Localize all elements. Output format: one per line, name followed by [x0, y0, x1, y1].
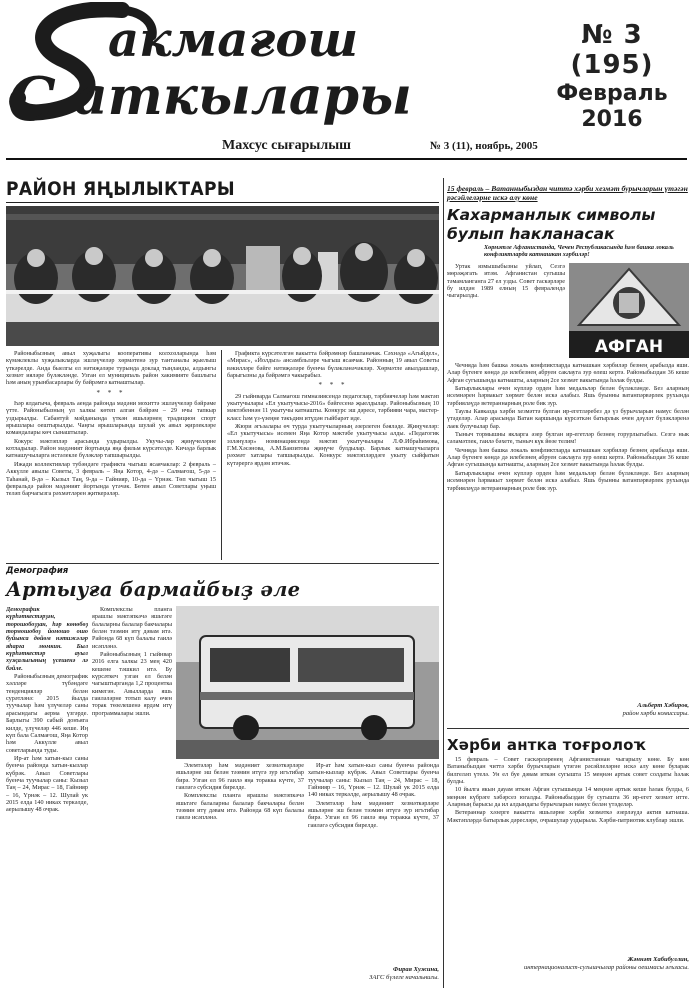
population-paragraph: Элемтәләр һәм мәдәният хезмәткәрләре яшьләрне эш белән тәэмин итүгә зур игътибар бирә. Узган ел 96 гаилә яңа торакка күчте, 37 гаиләгә субсидия бирелде. [176, 762, 304, 792]
army-column [447, 756, 689, 952]
district-column-1 [6, 350, 216, 562]
symbol-headline: Кахарманлык символы булып һакланасак [447, 206, 656, 243]
issue-number: № 3 (195) [570, 20, 654, 80]
symbol-paragraph: Уртак язмышыбызны уйлап, Сезгә мөрәҗәгать итәм. Афганистан сугышы тәмамланганга 27 ел узды. Совет гаскәрләре бу илдән 1989 елның 15 февралендә чыгарылды. [447, 263, 565, 300]
population-top-rule [6, 563, 439, 564]
symbol-paragraph: Чечняда һәм башка локаль конфликтларда катнашкан хәрбиләр безнең арабызда яши. Алар бүгенге көндә дә илебезнең абруен саклауга зур өлеш кертә. Районыбыздан 36 кеше Афган сугышында катнашты, аларның 2се хезмәт вакытында һәлак булды. [447, 446, 689, 469]
army-author: Жәннәт Хабибуллин, [627, 956, 689, 963]
masthead [0, 0, 693, 160]
symbol-author-role: район хәрби комиссары. [622, 710, 689, 717]
army-top-rule [447, 728, 689, 729]
afghan-badge-photo [569, 263, 689, 358]
symbol-column-narrow [447, 263, 565, 359]
title-initial: С [8, 65, 56, 130]
district-paragraph: Районыбызның авыл хуҗалыгы кооперативы колхозларында һәм күмәклеклы хуҗалыкларда эшләүчеләр хөрмәтенә зур тантаналы җыелыш үткәрелде. Анда быелгы ел нәтиҗәләре турында доклад тыңланды, алдынгы хезмәт ияләре бүләкләнде. Узган ел муниципаль район хакимияте башлыгы һәм аның урынбасарлары бу бәйрәмгә катнаштылар. [6, 350, 216, 387]
newspaper-title-art [4, 2, 544, 130]
bus-photo-image [176, 606, 439, 759]
population-column-1 [6, 606, 88, 988]
district-paragraph: Һәр ялдагыча, февраль аенда районда мәдәни мохиттә эшләүчеләр бәйрәме үтте. Районыбызның ул халкы көтеп алган бәйрәм – 29 нчы тапкыр уздырылды. Сабантуй мәйданында үткән яшьләрнең традицион спорт ярышлары оештырылды. Чаңгы ярышларында шулай ук авыл җирлекләре командалары көч сынаштылар. [6, 400, 216, 437]
masthead-rule [6, 158, 687, 160]
afghan-label: АФГАН [594, 337, 664, 357]
bus-photo [176, 606, 439, 759]
symbol-paragraph: Батырлыклары өчен күпләр орден һәм медальләр белән бүләкләнде. Без аларның исемнәрен һәрвакыт хөрмәт белән искә алабыз. Яшь буынны ватанпәрвәрлек рухында тәрбияләүдә ветераннарның роле бик зур. [447, 385, 689, 407]
symbol-column-main [447, 362, 689, 700]
issue-year: 2016 [581, 107, 643, 132]
meeting-photo [6, 206, 439, 346]
population-column-3 [176, 762, 304, 988]
population-paragraph: Комплекслы планга ярашлы мәктәпкәчә яшьтәге балаларны балалар бакчалары белән тәэмин итү дәвам итә. Районда 68 күп балалы гаилә исәпләнә. [176, 792, 304, 822]
population-author: Фирая Хужина, [393, 966, 439, 973]
symbol-paragraph: Батырлыклары өчен күпләр орден һәм медальләр белән бүләкләнде. Без аларның исемнәрен һәрвакыт хөрмәт белән искә алабыз. Яшь буынны ватанпәрвәрлек рухында тәрбияләүдә ветераннарның роле бик зур. [447, 469, 689, 492]
army-paragraph: Ветераннар хәзерге вакытта яшьләрне хәрби хезмәткә әзерләүдә актив катнаша. Мәктәпләрдә батырлык дәресләре, очрашулар уздырыла. Хәрби-патриотик клублар эшли. [447, 809, 689, 824]
district-headline-rule [6, 202, 439, 203]
population-author-role: ЗАГС бүлеге начальнигы. [369, 974, 439, 981]
population-paragraph: Ир-ат һәм хатын-кыз саны буенча районда хатын-кызлар күбрәк. Авыл Советлары буенча туучылар саны: Кызыл Таң – 24, Мирас – 18, Гайнияр – 16, Үрнәк – 12. Шулай ук 2015 елда 140 никах теркәлде, аерылышу 48 очрак. [6, 754, 88, 814]
title-line2: аткылары [74, 66, 412, 127]
army-signature [447, 956, 689, 972]
army-headline: Хәрби антка тоғролоҡ [447, 736, 647, 754]
symbol-paragraph: Тыныч тормышны якларга әзер булган ир-егетләр безнең горурлыгыбыз. Сезгә нык сәламәтлек, гаилә бәхете, тыныч күк йөзе телим! [447, 431, 689, 446]
district-paragraph: 29 гыйнварда Салмағош гимназиясендә педагоглар, тәрбиячеләр һәм мәктәп укытучылары «Ел укытучысы-2016» бәйгесенә җыелдылар. Районыбызның 10 мәктәбеннән 11 укытучы катнашты. Конкурс эш дәресе, тәрбияви чара, мастер-класс һәм үз-үзеңне тәкъдим итүдән гыйбарәт иде. [227, 392, 439, 422]
symbol-lead: Хөрмәтле Афганистанда, Чечен Республикасында һәм башка локаль конфликтларда катнашкан хәрбиләр! [484, 244, 674, 259]
population-paragraph: Районыбызның демографик хәлләре түбәндәге тенденцияләр белән сурәтләнә: 2015 йылда туучылар һәм үлүчеләр саны арасындагы аерма үзгәрде. Барлыгы 390 сабый донъяга килде, үлүчеләр 446 кеше. Иң күп бала Салмағош, Яңа Котор һәм Аккүлле авыл советларында туды. [6, 673, 88, 754]
newspaper-title [4, 2, 544, 130]
population-paragraph: Районыбызның 1 гыйнвар 2016 елга халкы 23 мең 420 кешене тәшкил итә. Бу күрсәткеч узган ел белән чагыштырганда 1,2 процентка кимегән. Авылларда яшь гаиләләрне тотып калу өчен торак төзелешенә ярдәм итү программалары эшли. [92, 651, 172, 717]
symbol-paragraph: Чечняда һәм башка локаль конфликтларда катнашкан хәрбиләр безнең арабызда яши. Алар бүгенге көндә дә илебезнең абруен саклауга зур өлеш кертә. Районыбыздан 36 кеше Афган сугышында катнашты, аларның 2се хезмәт вакытында һәлак булды. [447, 362, 689, 384]
symbol-kicker: 15 февраль – Ватанныбыздан читтә хәрби хезмәт бурычларын үтәгән рәсәйлеләрне искә алу көне [447, 184, 688, 202]
population-kicker: Демография [6, 566, 69, 576]
main-column-divider [443, 178, 444, 988]
column-divider [221, 350, 222, 560]
army-author-role: интернационалист-сугышчылар районы оешмасы әгъзасы. [523, 964, 689, 971]
population-column-4 [308, 762, 439, 962]
special-issue-tagline: Махсус сығарылыш [222, 138, 351, 153]
issue-info [537, 20, 687, 132]
population-lead: Демографик күрһәткестәрҙән, торошобоҙҙан, һәр көнөбөҙ тормошобоҙ йомошо ошо буйынса дөйөм нәтижәләр яһарға мөмкин. Был күрһәткестәр ауыл хуҗалыгының үсешенә лә бәйле. [6, 606, 88, 672]
army-paragraph: 10 йылга якын дауам иткән Афган сугышында 14 меңнән артык кеше һәлак булды, 6 меңнән күбрәге хәбәрсез югалды. Районыбыздан бу сугышта 36 ир-егет хезмәт итте. Аларның барысы да ил алдындагы бурычларын намус белән үтәделәр. [447, 786, 689, 809]
population-column-2 [92, 606, 172, 988]
issue-month: Февраль [556, 81, 668, 106]
district-paragraph: Кокурс мәктәпләр арасында уздырылды. Укучы-лар җиңүчеләрне котладылар. Район мәдәният йортында яңа фильм күрсәтелде. Кичәдә барлык катнашучыларга истәлекле бүләкләр тапшырылды. [6, 437, 216, 460]
district-news-headline: РАЙОН ЯҢЫЛЫКТАРЫ [6, 178, 235, 200]
afghan-badge-image [569, 263, 689, 358]
army-paragraph: 15 февраль – Совет гаскәрләренең Афганистаннан чыгарылу көне. Бу көн Ватаныбыздан читтә хәрби бурычларын үтәгән рәсәйлеләрне искә алу көне буларак билгеләп үтелә. Ун ел буе дәвам иткән сугышта 15 меңнән артык совет солдаты һәлак булды. [447, 756, 689, 786]
district-paragraph: Графикта күрсәтелгән вакытта бәйрәмнәр башланачак. Сәхнәдә «Агыйдел», «Мирас», «Йолдыз» ансамбльләре чыгыш ясаячак. Районның 19 авыл Советы вәкилләре бәйге нәтиҗәләре буенча бүләкләнәчәкләр. Хөрмәтле авылдашлар, барыгызны да бәйрәмгә чакырабыз. [227, 350, 439, 380]
first-issue-note: № 3 (11), ноябрь, 2005 [430, 140, 538, 152]
population-signature [308, 966, 439, 982]
population-headline: Артыуға бармайбыҙ әле [6, 578, 301, 601]
section-separator: * * * [96, 388, 126, 397]
district-paragraph: Жюри әгъзалары өч турда укытучыларның әзерлеген бәяләде. Җиңүчеләр: «Ел укытучысы» исемен Яңа Котор мәктәбе укытучысы алды. «Педагогик эзләнүләр» номинациясендә мәктәп укытучылары Л.Ф.Ибраһимова, Г.М.Хәсәнова, А.М.Баязитова җиңүче булдылар. Барлык катнашучыларга рәхмәт хатлары тапшырылды. Конкурс мәктәпләрдәге укыту сыйфатын күтәрергә ярдәм итәчәк. [227, 423, 439, 467]
population-paragraph: Элемтәләр һәм мәдәният хезмәткәрләре яшьләрне эш белән тәэмин итүгә зур игътибар бирә. Узган ел 96 гаилә яңа торакка күчте, 37 гаиләгә субсидия бирелде. [308, 799, 439, 829]
title-line1: акмағош [108, 12, 359, 68]
meeting-photo-image [6, 206, 439, 346]
symbol-signature [447, 702, 689, 718]
district-column-2 [227, 350, 439, 562]
symbol-author: Альберт Хәбиров, [637, 702, 689, 709]
population-paragraph: Комплекслы планга ярашлы мәктәпкәчә яшьтәге балаларны балалар бакчалары белән тәэмин итү дәвам итә. Районда 68 күп балалы гаилә исәпләнә. [92, 606, 172, 650]
section-separator: * * * [318, 381, 348, 390]
symbol-paragraph: Таулы Кавказда хәрби хезмәттә булган ир-егетләребез дә үз бурычларын намус белән үтәделәр. Алар арасында Ватан каршында күрсәткән батырлык өчен дәүләт бүләкләренә лаек булучылар бар. [447, 408, 689, 430]
district-paragraph: Ижади коллективлар тубәндәге графикта чыгыш ясаячаклар: 2 февраль – Аккүлле авылы Советы, 3 февраль – Яңа Котор, 4-дә – Салмағош, 5-дә – Таһанай, 8-дә – Кызыл Таң, 9-да – Гайнияр, 10-да – Үрнәк. Төп чыгыш 15 февральдә район мәдәният йортында үтәчәк. Бөтен авыл Советлары уңыш теләп барчагызга рәхмәтләрен җиткерәләр. [6, 460, 216, 498]
population-paragraph: Ир-ат һәм хатын-кыз саны буенча районда хатын-кызлар күбрәк. Авыл Советлары буенча туучылар саны: Кызыл Таң – 24, Мирас – 18, Гайнияр – 16, Үрнәк – 12. Шулай ук 2015 елда 140 никах теркәлде, аерылышу 48 очрак. [308, 762, 439, 799]
